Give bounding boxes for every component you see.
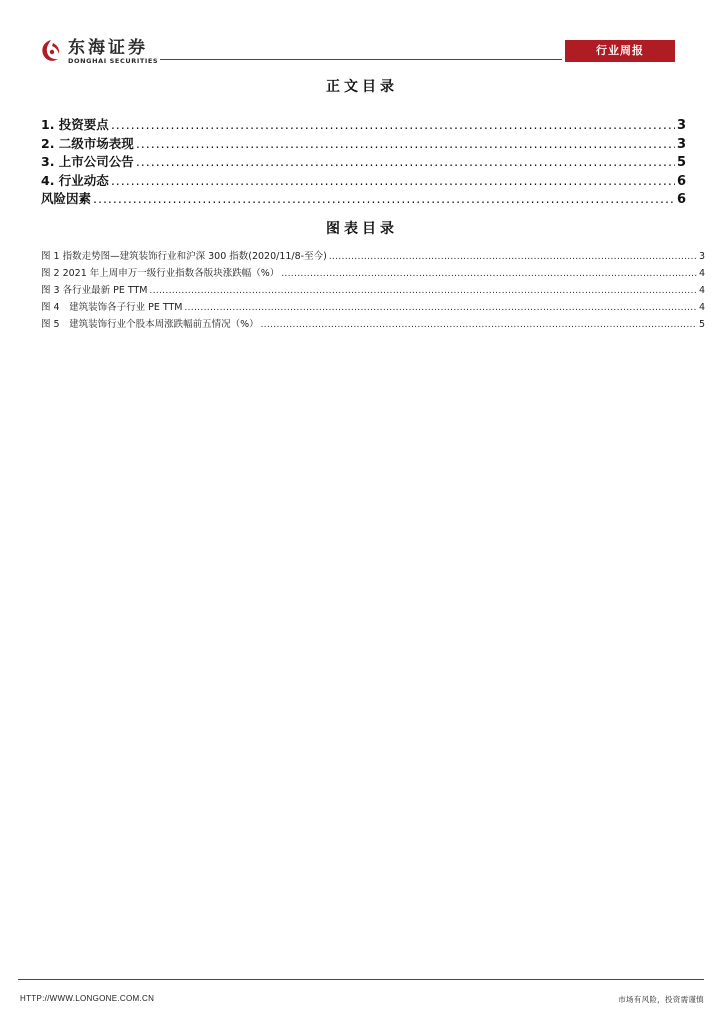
footer-divider (18, 979, 704, 980)
toc-leader (111, 173, 675, 188)
footer-risk-disclaimer: 市场有风险，投资需谨慎 (618, 995, 704, 1004)
toc-leader (111, 117, 675, 132)
figure-toc-item[interactable] (41, 282, 705, 299)
toc-leader (281, 269, 697, 279)
figure-toc-label: 图 2 2021 年上周申万一级行业指数各版块涨跌幅（%） (41, 268, 280, 279)
toc-item-page: 3 (676, 136, 686, 152)
brand-name-cn: 东海证券 (68, 38, 148, 58)
figure-toc-page: 3 (698, 251, 705, 262)
toc-item-page: 5 (676, 155, 686, 170)
toc-item-page: 3 (676, 118, 686, 133)
toc-leader (329, 252, 697, 262)
text-toc-title: 正文目录 (326, 79, 398, 95)
figure-toc-item[interactable] (41, 316, 705, 333)
toc-item-page: 6 (676, 173, 686, 189)
toc-item-label: 1. 投资要点 (41, 117, 109, 132)
figure-toc-list (41, 248, 705, 333)
toc-item-label: 4. 行业动态 (41, 172, 109, 188)
toc-leader (150, 286, 697, 296)
toc-item[interactable] (41, 134, 686, 153)
toc-item[interactable] (41, 115, 686, 134)
figure-toc-label: 图 3 各行业最新 PE TTM (41, 285, 148, 296)
toc-leader (136, 154, 675, 169)
header-divider (160, 59, 562, 60)
toc-item[interactable] (41, 171, 686, 190)
figure-toc-item[interactable] (41, 299, 705, 316)
toc-leader (261, 320, 697, 330)
figure-toc-item[interactable] (41, 248, 705, 265)
toc-item[interactable] (41, 152, 686, 171)
page-header (0, 0, 724, 70)
figure-toc-label: 图 1 指数走势图—建筑装饰行业和沪深 300 指数(2020/11/8-至今) (41, 251, 327, 262)
toc-item[interactable] (41, 189, 686, 208)
toc-leader (93, 191, 675, 206)
figure-toc-item[interactable] (41, 265, 705, 282)
toc-leader (136, 136, 675, 151)
figure-toc-page: 4 (698, 285, 705, 296)
report-type-badge: 行业周报 (565, 40, 675, 62)
footer-website-link[interactable]: HTTP://WWW.LONGONE.COM.CN (20, 994, 155, 1003)
figure-toc-title: 图表目录 (326, 221, 398, 237)
toc-leader (184, 303, 696, 313)
text-toc-list (41, 115, 686, 208)
donghai-logo-icon (38, 38, 64, 64)
figure-toc-page: 4 (698, 268, 705, 279)
figure-toc-label: 图 4 建筑装饰各子行业 PE TTM (41, 302, 183, 313)
toc-item-page: 6 (676, 192, 686, 207)
brand-name-en: DONGHAI SECURITIES (68, 57, 159, 65)
figure-toc-page: 4 (698, 302, 705, 313)
toc-item-label: 3. 上市公司公告 (41, 154, 134, 169)
toc-item-label: 风险因素 (41, 191, 92, 206)
figure-toc-page: 5 (698, 319, 705, 330)
toc-item-label: 2. 二级市场表现 (41, 135, 134, 151)
figure-toc-label: 图 5 建筑装饰行业个股本周涨跌幅前五情况（%） (41, 319, 259, 330)
